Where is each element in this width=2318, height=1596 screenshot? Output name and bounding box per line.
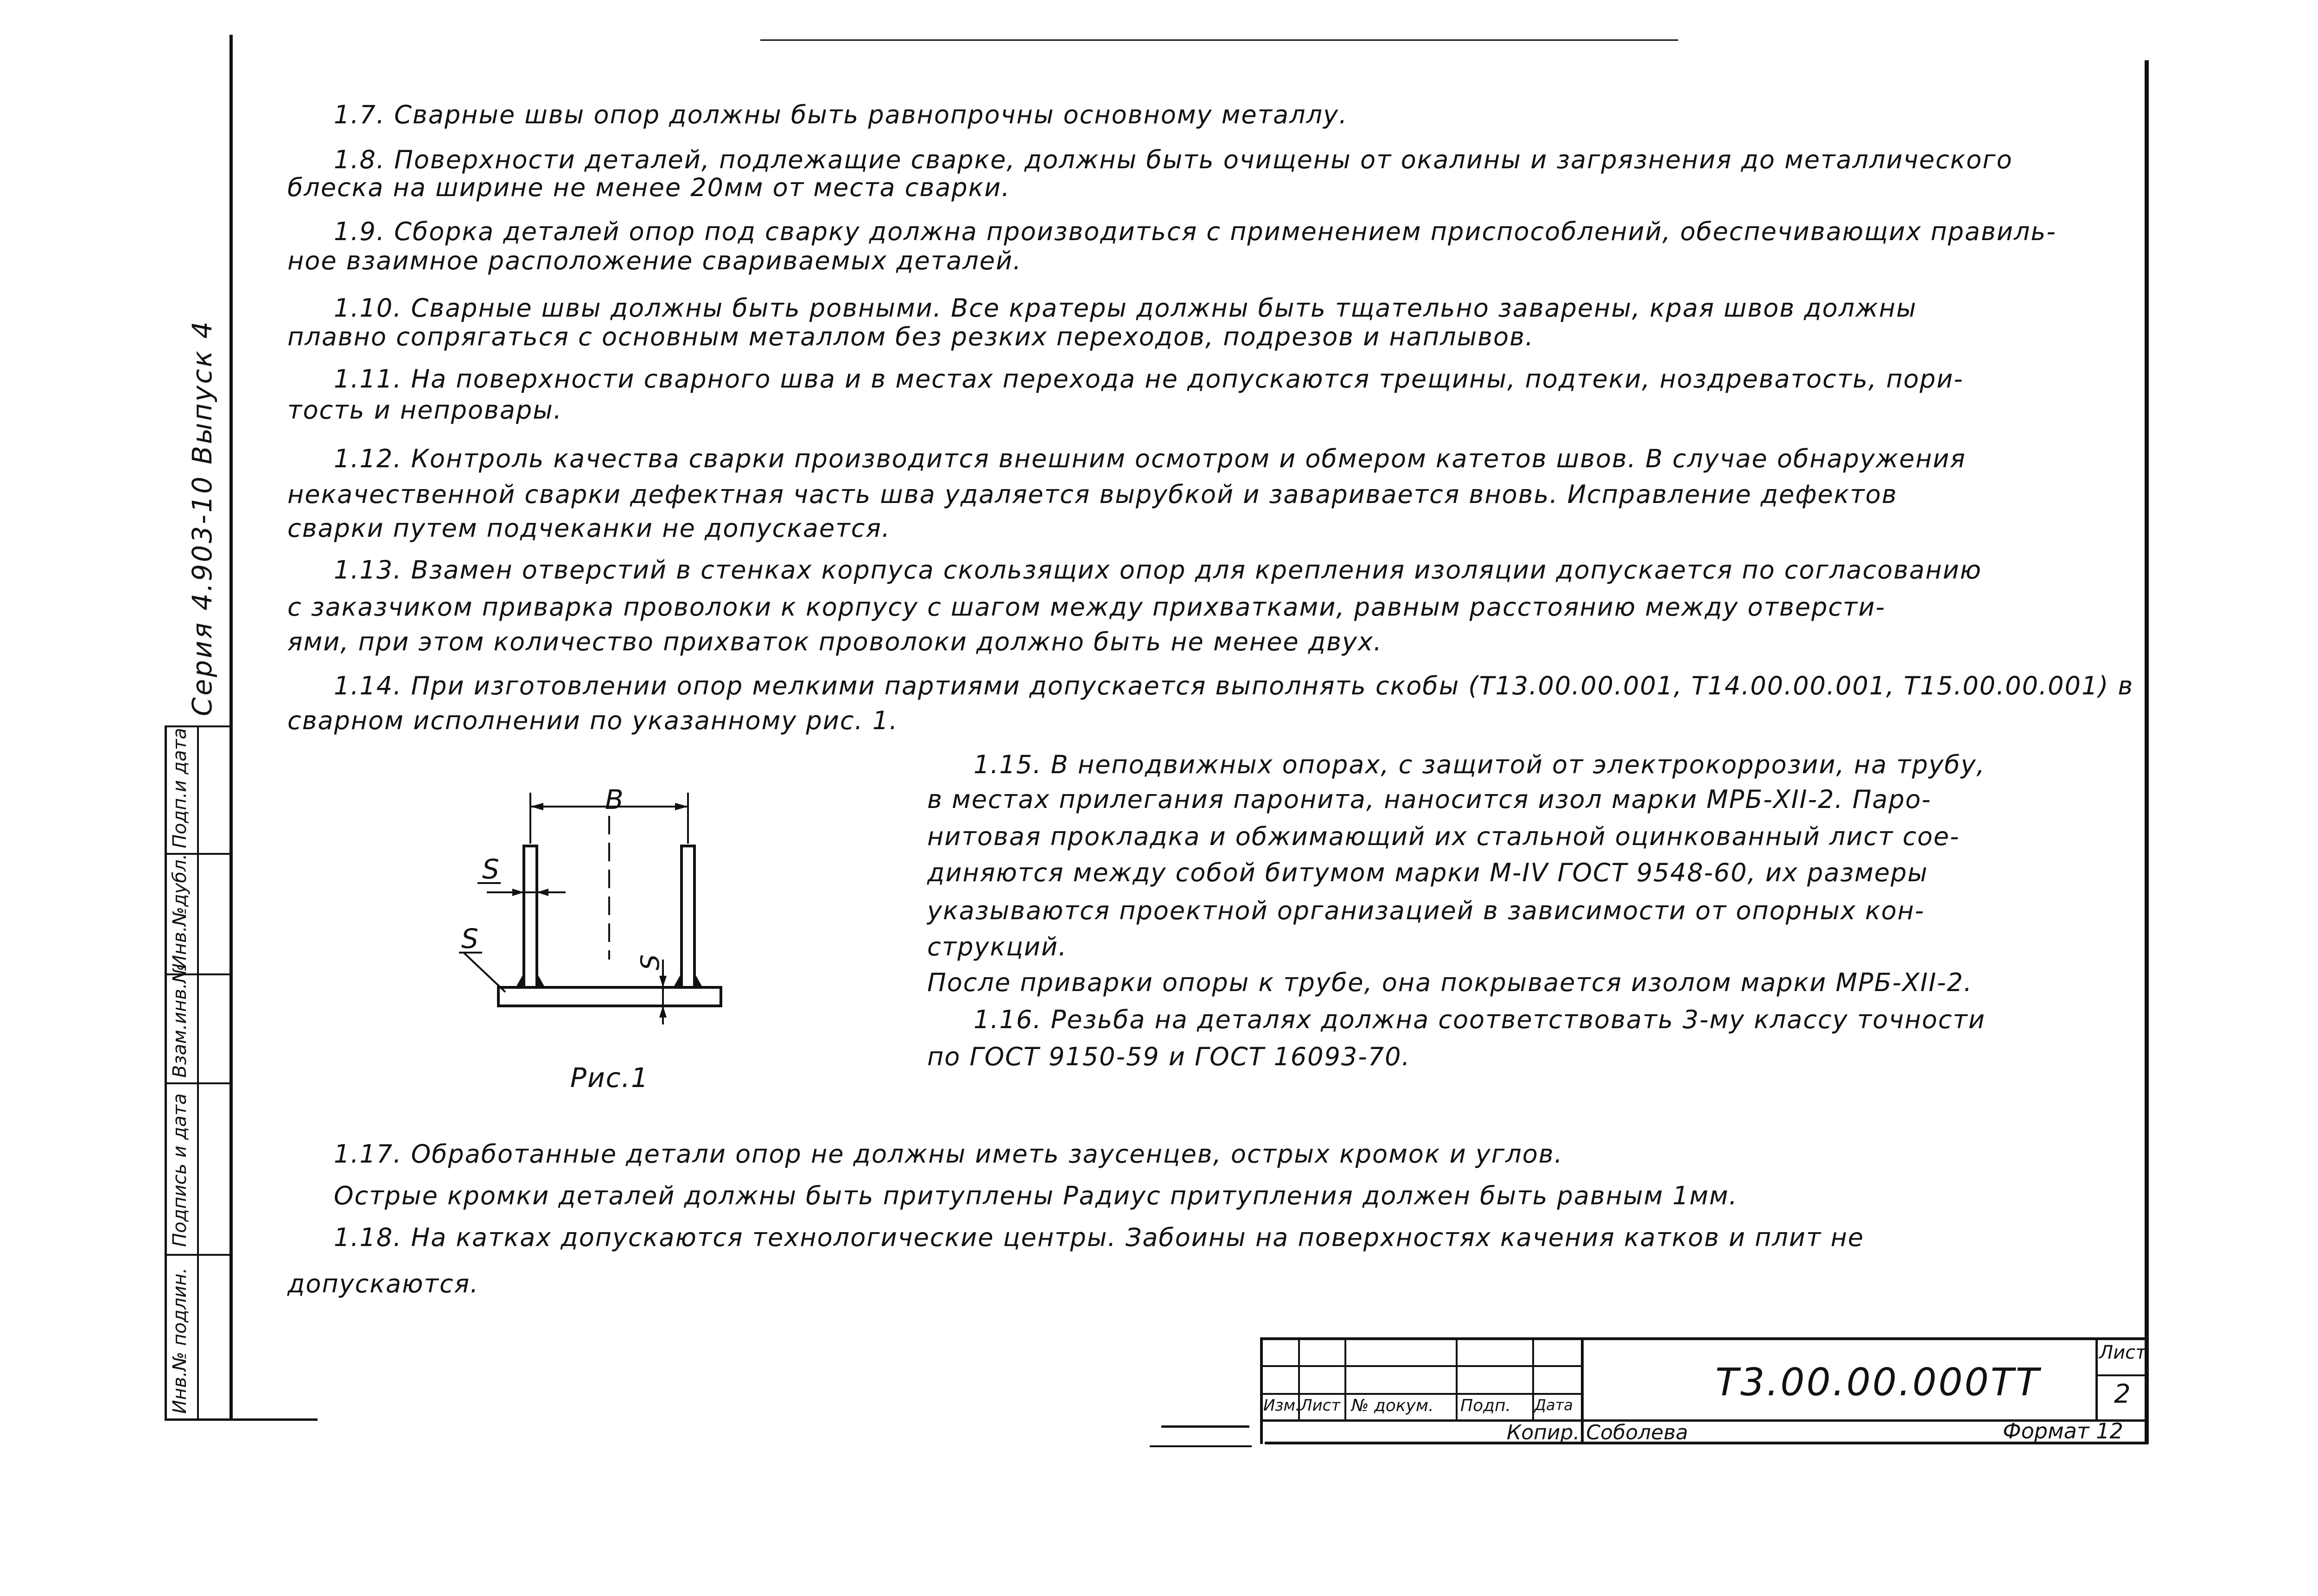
- figure-dim-b-label: В: [605, 784, 624, 815]
- para-1-18-line-2: допускаются.: [287, 1269, 479, 1298]
- para-1-17-line-1: 1.17. Обработанные детали опор не должны иметь заусенцев, острых кромок и углов.: [334, 1139, 1563, 1169]
- figure-weld-left: [517, 976, 524, 987]
- para-1-15-line-2: в местах прилегания паронита, наносится изол марки МРБ-XII-2. Паро-: [927, 785, 1932, 814]
- para-1-15-line-7: После приварки опоры к трубе, она покрывается изолом марки МРБ-XII-2.: [927, 968, 1973, 997]
- margin-stamp-div-2: [165, 1082, 232, 1084]
- margin-stamp-replace-inv: Взам.инв.№: [169, 963, 191, 1078]
- figure-dim-s1-label: S: [482, 853, 500, 885]
- figure-weld-right-inner: [694, 976, 701, 987]
- para-1-14-line-1: 1.14. При изготовлении опор мелкими партиями допускается выполнять скобы (Т13.00.00.001, Т14.00.00.001, Т15.00.00.001) в: [334, 671, 2134, 700]
- para-1-8-line-2: блеска на ширине не менее 20мм от места сварки.: [287, 173, 1011, 202]
- frame-bottom-dash-2: [1161, 1425, 1249, 1428]
- frame-bottom-dash-1: [165, 1418, 318, 1421]
- title-block-col-3: [1456, 1337, 1458, 1421]
- series-label: Серия 4.903-10 Выпуск 4: [186, 319, 218, 716]
- figure-base-plate: [498, 987, 721, 1006]
- para-1-11-line-1: 1.11. На поверхности сварного шва и в местах перехода не допускаются трещины, подтеки, ноздреватость, пори-: [334, 364, 1964, 394]
- margin-stamp-outer-left: [165, 725, 167, 1421]
- para-1-12-line-1: 1.12. Контроль качества сварки производится внешним осмотром и обмером катетов швов. В случае обнаружения: [334, 444, 1966, 473]
- margin-stamp-dup-inv: Инв.№дубл.: [169, 853, 191, 969]
- para-1-16-line-1: 1.16. Резьба на деталях должна соответствовать 3-му классу точности: [974, 1005, 1986, 1034]
- title-block-col-podp: Подп.: [1460, 1396, 1511, 1415]
- figure-dim-s1-arrow: [512, 889, 524, 896]
- para-1-7: 1.7. Сварные швы опор должны быть равнопрочны основному металлу.: [334, 100, 1348, 129]
- para-1-13-line-1: 1.13. Взамен отверстий в стенках корпуса скользящих опор для крепления изоляции допускается по согласованию: [334, 555, 1982, 585]
- para-1-8-line-1: 1.8. Поверхности деталей, подлежащие сварке, должны быть очищены от окалины и загрязнения до металлического: [334, 145, 2013, 174]
- title-block-col-list: Лист: [1300, 1396, 1341, 1415]
- para-1-10-line-1: 1.10. Сварные швы должны быть ровными. Все кратеры должны быть тщательно заварены, края швов должны: [334, 293, 1917, 323]
- title-block-sheet-hline: [2095, 1374, 2148, 1376]
- para-1-15-line-3: нитовая прокладка и обжимающий их стальной оцинкованный лист сое-: [927, 822, 1960, 851]
- para-1-9-line-2: ное взаимное расположение свариваемых деталей.: [287, 246, 1022, 275]
- margin-stamp-sign-date-2: Подп.и дата: [169, 728, 191, 848]
- frame-bottom-dash-3: [1150, 1445, 1252, 1447]
- para-1-17-line-2: Острые кромки деталей должны быть притуплены Радиус притупления должен быть равным 1мм.: [334, 1181, 1738, 1210]
- margin-stamp-sign-date-1: Подпись и дата: [169, 1093, 191, 1247]
- title-block-sheet-label: Лист: [2099, 1342, 2146, 1363]
- title-block-sheet-number: 2: [2114, 1379, 2131, 1409]
- para-1-15-line-5: указываются проектной организацией в зависимости от опорных кон-: [927, 896, 1925, 925]
- para-1-15-line-1: 1.15. В неподвижных опорах, с защитой от электрокоррозии, на трубу,: [974, 750, 1986, 779]
- title-block-format: Формат 12: [2003, 1418, 2123, 1443]
- figure-1-drawing: [440, 774, 765, 1024]
- title-block-copied-by: Копир. Соболева: [1507, 1421, 1688, 1444]
- title-block-col-2: [1344, 1337, 1346, 1421]
- frame-right-line: [2145, 60, 2149, 1444]
- figure-dim-b-arrow-right: [675, 803, 688, 810]
- margin-stamp-div-1: [165, 1254, 232, 1256]
- title-block-left: [1260, 1337, 1263, 1444]
- title-block-col-izm: Изм.: [1263, 1396, 1300, 1415]
- para-1-13-line-3: ями, при этом количество прихваток проволоки должно быть не менее двух.: [287, 627, 1383, 656]
- para-1-13-line-2: с заказчиком приварка проволоки к корпусу с шагом между прихватками, равным расстоянию между отверсти-: [287, 592, 1886, 622]
- title-block-col-doc: № докум.: [1351, 1396, 1434, 1415]
- figure-dim-s3-arrow-2: [659, 1006, 667, 1017]
- frame-top-line: [760, 39, 1678, 41]
- para-1-14-line-2: сварном исполнении по указанному рис. 1.: [287, 706, 898, 735]
- margin-stamp-inner: [197, 725, 199, 1421]
- title-block-col-data: Дата: [1535, 1396, 1573, 1414]
- figure-caption: Рис.1: [570, 1062, 649, 1094]
- title-block-col-4: [1532, 1337, 1534, 1421]
- title-block-doc-code: Т3.00.00.000ТТ: [1715, 1361, 2041, 1405]
- para-1-15-line-6: струкций.: [927, 932, 1068, 961]
- para-1-18-line-1: 1.18. На катках допускаются технологические центры. Забоины на поверхностях качения катков и плит не: [334, 1223, 1865, 1252]
- figure-weld-left-inner: [537, 976, 543, 987]
- figure-dim-s2-leader: [464, 953, 505, 992]
- title-block-sheet-sep: [2095, 1337, 2098, 1421]
- figure-left-wall: [524, 846, 537, 987]
- para-1-9-line-1: 1.9. Сборка деталей опор под сварку должна производиться с применением приспособлений, обеспечивающих правиль-: [334, 217, 2057, 246]
- margin-stamp-top: [165, 725, 232, 727]
- figure-dim-s3-label: S: [636, 953, 665, 971]
- figure-right-wall: [681, 846, 694, 987]
- para-1-10-line-2: плавно сопрягаться с основным металлом без резких переходов, подрезов и наплывов.: [287, 322, 1535, 351]
- figure-weld-right: [675, 976, 681, 987]
- para-1-11-line-2: тость и непровары.: [287, 395, 563, 425]
- para-1-15-line-4: диняются между собой битумом марки М-IV ГОСТ 9548-60, их размеры: [927, 858, 1929, 887]
- figure-dim-s2-label: S: [461, 923, 479, 954]
- para-1-12-line-3: сварки путем подчеканки не допускается.: [287, 514, 891, 543]
- figure-dim-b-arrow-left: [530, 803, 543, 810]
- figure-dim-s1-arrow-2: [537, 889, 548, 896]
- para-1-12-line-2: некачественной сварки дефектная часть шва удаляется вырубкой и заваривается вновь. Исправление дефектов: [287, 480, 1898, 509]
- para-1-16-line-2: по ГОСТ 9150-59 и ГОСТ 16093-70.: [927, 1042, 1411, 1071]
- title-block-top: [1260, 1337, 2148, 1340]
- margin-stamp-orig-inv: Инв.№ подлин.: [169, 1267, 191, 1414]
- figure-dim-s3-arrow: [659, 976, 667, 987]
